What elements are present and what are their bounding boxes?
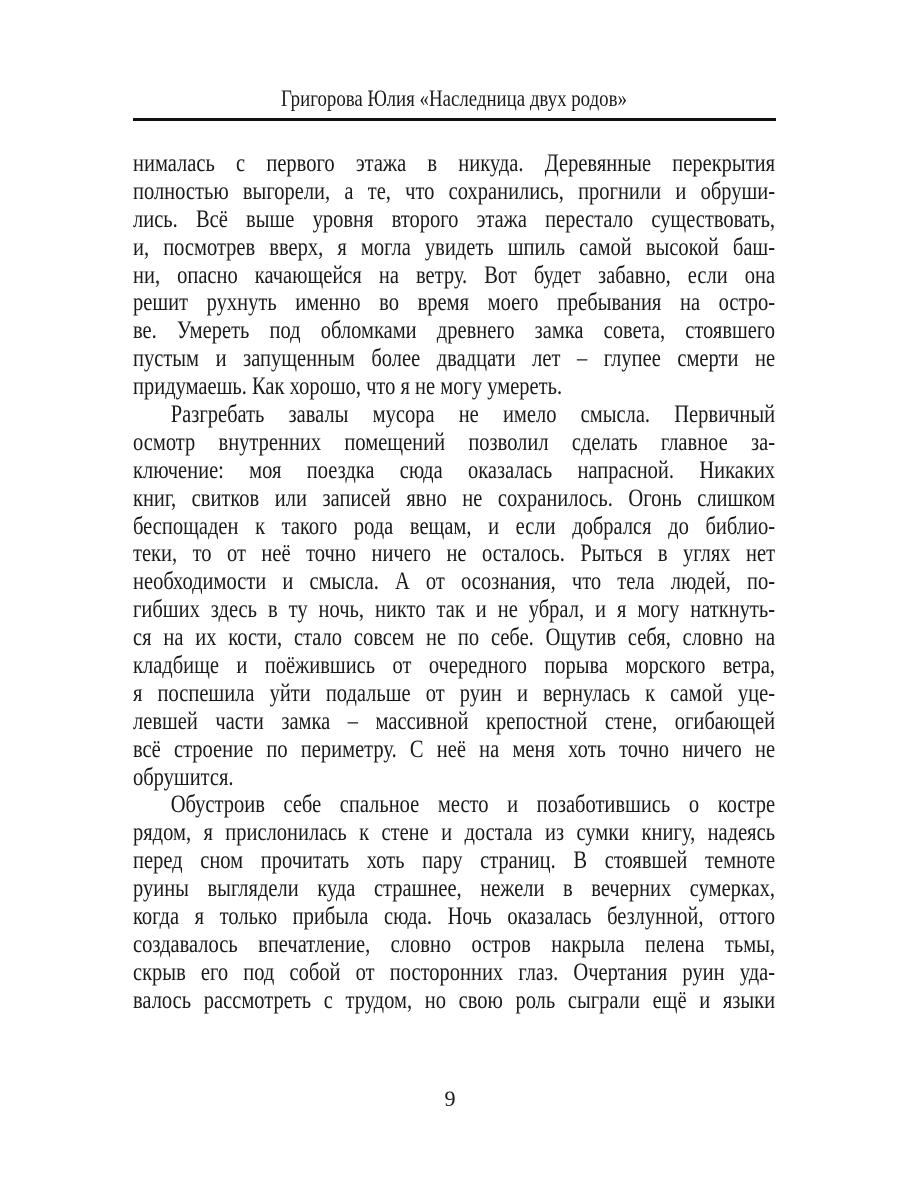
text-line: скрыв его под собой от посторонних глаз. Очертания руин уда- xyxy=(133,958,776,986)
paragraph xyxy=(133,401,775,791)
text-line: ключение: моя поездка сюда оказалась напрасной. Никаких xyxy=(133,456,776,484)
text-line: Обустроив себе спальное место и позаботившись о костре xyxy=(170,791,776,819)
text-line: создавалось впечатление, словно остров накрыла пелена тьмы, xyxy=(133,930,776,958)
text-line: пустым и запущенным более двадцати лет – глупее смерти не xyxy=(133,345,776,373)
text-line: кладбище и поёжившись от очередного порыва морского ветра, xyxy=(133,652,776,680)
text-line: нималась с первого этажа в никуда. Деревянные перекрытия xyxy=(133,150,776,177)
text-line: необходимости и смысла. А от осознания, что тела людей, по- xyxy=(133,568,776,596)
page-number: 9 xyxy=(444,1086,456,1111)
text-line: обрушится. xyxy=(133,763,234,791)
text-line: книг, свитков или записей явно не сохранилось. Огонь слишком xyxy=(133,484,776,512)
text-line: я поспешила уйти подальше от руин и вернулась к самой уце- xyxy=(133,679,776,707)
text-line: лись. Всё выше уровня второго этажа перестало существовать, xyxy=(133,205,776,233)
text-line: когда я только прибыла сюда. Ночь оказалась безлунной, оттого xyxy=(133,903,776,931)
header-rule xyxy=(133,118,776,121)
text-line: придумаешь. Как хорошо, что я не могу умереть. xyxy=(133,373,563,401)
text-line: руины выглядели куда страшнее, нежели в вечерних сумерках, xyxy=(133,875,776,903)
text-line: теки, то от неё точно ничего не осталось. Рыться в углях нет xyxy=(133,540,776,568)
paragraph xyxy=(133,791,775,1014)
text-line: ся на их кости, стало совсем не по себе. Ощутив себя, словно на xyxy=(133,624,776,652)
text-line: беспощаден к такого рода вещам, и если добрался до библио- xyxy=(133,512,776,540)
text-line: левшей части замка – массивной крепостной стене, огибающей xyxy=(133,707,776,735)
text-line: перед сном прочитать хоть пару страниц. В стоявшей темноте xyxy=(133,847,776,875)
running-header xyxy=(133,86,775,112)
text-line: гибших здесь в ту ночь, никто так и не убрал, и я могу наткнуть- xyxy=(133,596,776,624)
text-line: ни, опасно качающейся на ветру. Вот будет забавно, если она xyxy=(133,261,776,289)
text-line: всё строение по периметру. С неё на меня хоть точно ничего не xyxy=(133,735,776,763)
text-line: ве. Умереть под обломками древнего замка совета, стоявшего xyxy=(133,317,776,345)
text-line: рядом, я прислонилась к стене и достала из сумки книгу, надеясь xyxy=(133,819,776,847)
text-line: и, посмотрев вверх, я могла увидеть шпиль самой высокой баш- xyxy=(133,233,776,261)
text-line: решит рухнуть именно во время моего пребывания на остро- xyxy=(133,289,776,317)
text-line: полностью выгорели, а те, что сохранились, прогнили и обруши- xyxy=(133,177,776,205)
text-line: осмотр внутренних помещений позволил сделать главное за- xyxy=(133,428,776,456)
body-text xyxy=(133,150,775,1015)
text-line: Разгребать завалы мусора не имело смысла. Первичный xyxy=(170,401,776,429)
book-title-header: Григорова Юлия «Наследница двух родов» xyxy=(281,86,627,111)
text-line: валось рассмотреть с трудом, но свою роль сыграли ещё и языки xyxy=(133,986,776,1014)
paragraph xyxy=(133,150,775,401)
